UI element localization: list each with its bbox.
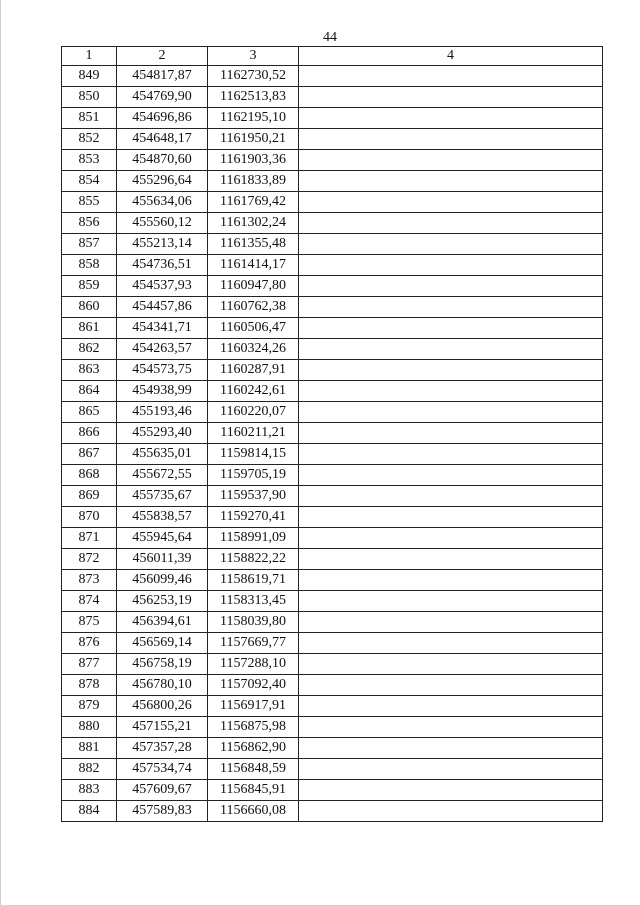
y-coordinate-cell: 1159270,41 xyxy=(208,507,299,528)
y-coordinate-cell: 1160947,80 xyxy=(208,276,299,297)
note-cell xyxy=(299,612,603,633)
table-row xyxy=(62,675,603,696)
x-coordinate-cell: 456099,46 xyxy=(117,570,208,591)
point-number-cell: 861 xyxy=(62,318,117,339)
x-coordinate-cell: 455296,64 xyxy=(117,171,208,192)
note-cell xyxy=(299,465,603,486)
x-coordinate-cell: 457609,67 xyxy=(117,780,208,801)
note-cell xyxy=(299,444,603,465)
y-coordinate-cell: 1156917,91 xyxy=(208,696,299,717)
point-number-cell: 850 xyxy=(62,87,117,108)
point-number-cell: 870 xyxy=(62,507,117,528)
note-cell xyxy=(299,486,603,507)
point-number-cell: 883 xyxy=(62,780,117,801)
table-row xyxy=(62,570,603,591)
y-coordinate-cell: 1160762,38 xyxy=(208,297,299,318)
table-row xyxy=(62,255,603,276)
point-number-cell: 871 xyxy=(62,528,117,549)
y-coordinate-cell: 1157288,10 xyxy=(208,654,299,675)
y-coordinate-cell: 1156848,59 xyxy=(208,759,299,780)
point-number-cell: 882 xyxy=(62,759,117,780)
x-coordinate-cell: 455735,67 xyxy=(117,486,208,507)
x-coordinate-cell: 455213,14 xyxy=(117,234,208,255)
note-cell xyxy=(299,108,603,129)
y-coordinate-cell: 1160324,26 xyxy=(208,339,299,360)
note-cell xyxy=(299,549,603,570)
y-coordinate-cell: 1161950,21 xyxy=(208,129,299,150)
note-cell xyxy=(299,66,603,87)
x-coordinate-cell: 454870,60 xyxy=(117,150,208,171)
y-coordinate-cell: 1160506,47 xyxy=(208,318,299,339)
x-coordinate-cell: 457589,83 xyxy=(117,801,208,822)
point-number-cell: 874 xyxy=(62,591,117,612)
x-coordinate-cell: 457357,28 xyxy=(117,738,208,759)
point-number-cell: 866 xyxy=(62,423,117,444)
x-coordinate-cell: 454696,86 xyxy=(117,108,208,129)
note-cell xyxy=(299,339,603,360)
point-number-cell: 869 xyxy=(62,486,117,507)
note-cell xyxy=(299,780,603,801)
y-coordinate-cell: 1161903,36 xyxy=(208,150,299,171)
x-coordinate-cell: 454457,86 xyxy=(117,297,208,318)
table-body xyxy=(62,66,603,822)
x-coordinate-cell: 456569,14 xyxy=(117,633,208,654)
y-coordinate-cell: 1159814,15 xyxy=(208,444,299,465)
point-number-cell: 873 xyxy=(62,570,117,591)
note-cell xyxy=(299,528,603,549)
table-row xyxy=(62,150,603,171)
table-row xyxy=(62,444,603,465)
x-coordinate-cell: 456011,39 xyxy=(117,549,208,570)
y-coordinate-cell: 1158313,45 xyxy=(208,591,299,612)
point-number-cell: 872 xyxy=(62,549,117,570)
x-coordinate-cell: 455838,57 xyxy=(117,507,208,528)
table-row xyxy=(62,801,603,822)
note-cell xyxy=(299,696,603,717)
table-row xyxy=(62,633,603,654)
table-row xyxy=(62,780,603,801)
table-row xyxy=(62,213,603,234)
y-coordinate-cell: 1157092,40 xyxy=(208,675,299,696)
note-cell xyxy=(299,381,603,402)
note-cell xyxy=(299,738,603,759)
note-cell xyxy=(299,150,603,171)
y-coordinate-cell: 1162730,52 xyxy=(208,66,299,87)
table-row xyxy=(62,171,603,192)
y-coordinate-cell: 1161302,24 xyxy=(208,213,299,234)
point-number-cell: 858 xyxy=(62,255,117,276)
x-coordinate-cell: 454573,75 xyxy=(117,360,208,381)
y-coordinate-cell: 1159537,90 xyxy=(208,486,299,507)
point-number-cell: 859 xyxy=(62,276,117,297)
note-cell xyxy=(299,234,603,255)
x-coordinate-cell: 455193,46 xyxy=(117,402,208,423)
table-row xyxy=(62,276,603,297)
note-cell xyxy=(299,570,603,591)
note-cell xyxy=(299,318,603,339)
point-number-cell: 864 xyxy=(62,381,117,402)
column-header-1: 1 xyxy=(62,47,117,66)
point-number-cell: 857 xyxy=(62,234,117,255)
x-coordinate-cell: 454263,57 xyxy=(117,339,208,360)
table-row xyxy=(62,612,603,633)
y-coordinate-cell: 1161833,89 xyxy=(208,171,299,192)
y-coordinate-cell: 1156862,90 xyxy=(208,738,299,759)
table-row xyxy=(62,297,603,318)
y-coordinate-cell: 1158991,09 xyxy=(208,528,299,549)
point-number-cell: 863 xyxy=(62,360,117,381)
note-cell xyxy=(299,717,603,738)
point-number-cell: 879 xyxy=(62,696,117,717)
table-row xyxy=(62,507,603,528)
y-coordinate-cell: 1156875,98 xyxy=(208,717,299,738)
point-number-cell: 860 xyxy=(62,297,117,318)
table-row xyxy=(62,591,603,612)
x-coordinate-cell: 455945,64 xyxy=(117,528,208,549)
note-cell xyxy=(299,171,603,192)
x-coordinate-cell: 454648,17 xyxy=(117,129,208,150)
x-coordinate-cell: 456253,19 xyxy=(117,591,208,612)
note-cell xyxy=(299,633,603,654)
note-cell xyxy=(299,213,603,234)
coordinates-table xyxy=(61,46,603,822)
y-coordinate-cell: 1158619,71 xyxy=(208,570,299,591)
point-number-cell: 880 xyxy=(62,717,117,738)
note-cell xyxy=(299,360,603,381)
note-cell xyxy=(299,192,603,213)
table-row xyxy=(62,696,603,717)
table-row xyxy=(62,549,603,570)
point-number-cell: 849 xyxy=(62,66,117,87)
x-coordinate-cell: 456394,61 xyxy=(117,612,208,633)
x-coordinate-cell: 456800,26 xyxy=(117,696,208,717)
x-coordinate-cell: 454537,93 xyxy=(117,276,208,297)
y-coordinate-cell: 1161414,17 xyxy=(208,255,299,276)
table-row xyxy=(62,381,603,402)
y-coordinate-cell: 1161769,42 xyxy=(208,192,299,213)
note-cell xyxy=(299,255,603,276)
table-row xyxy=(62,528,603,549)
x-coordinate-cell: 454341,71 xyxy=(117,318,208,339)
y-coordinate-cell: 1162513,83 xyxy=(208,87,299,108)
table-row xyxy=(62,66,603,87)
table-row xyxy=(62,192,603,213)
y-coordinate-cell: 1158822,22 xyxy=(208,549,299,570)
x-coordinate-cell: 454769,90 xyxy=(117,87,208,108)
x-coordinate-cell: 455293,40 xyxy=(117,423,208,444)
x-coordinate-cell: 457534,74 xyxy=(117,759,208,780)
note-cell xyxy=(299,297,603,318)
x-coordinate-cell: 456758,19 xyxy=(117,654,208,675)
point-number-cell: 856 xyxy=(62,213,117,234)
x-coordinate-cell: 455672,55 xyxy=(117,465,208,486)
note-cell xyxy=(299,276,603,297)
point-number-cell: 881 xyxy=(62,738,117,759)
note-cell xyxy=(299,759,603,780)
point-number-cell: 876 xyxy=(62,633,117,654)
table-row xyxy=(62,318,603,339)
y-coordinate-cell: 1160242,61 xyxy=(208,381,299,402)
table-row xyxy=(62,654,603,675)
note-cell xyxy=(299,423,603,444)
y-coordinate-cell: 1160211,21 xyxy=(208,423,299,444)
table-row xyxy=(62,108,603,129)
y-coordinate-cell: 1158039,80 xyxy=(208,612,299,633)
table-row xyxy=(62,486,603,507)
point-number-cell: 852 xyxy=(62,129,117,150)
x-coordinate-cell: 456780,10 xyxy=(117,675,208,696)
note-cell xyxy=(299,675,603,696)
point-number-cell: 853 xyxy=(62,150,117,171)
point-number-cell: 867 xyxy=(62,444,117,465)
y-coordinate-cell: 1162195,10 xyxy=(208,108,299,129)
column-header-4: 4 xyxy=(299,47,603,66)
column-header-2: 2 xyxy=(117,47,208,66)
scan-edge xyxy=(0,0,1,905)
table-row xyxy=(62,87,603,108)
y-coordinate-cell: 1161355,48 xyxy=(208,234,299,255)
page-number: 44 xyxy=(323,30,337,45)
point-number-cell: 884 xyxy=(62,801,117,822)
note-cell xyxy=(299,129,603,150)
y-coordinate-cell: 1159705,19 xyxy=(208,465,299,486)
point-number-cell: 862 xyxy=(62,339,117,360)
point-number-cell: 868 xyxy=(62,465,117,486)
note-cell xyxy=(299,507,603,528)
table-row xyxy=(62,717,603,738)
y-coordinate-cell: 1160287,91 xyxy=(208,360,299,381)
y-coordinate-cell: 1160220,07 xyxy=(208,402,299,423)
table-row xyxy=(62,402,603,423)
table-header-row xyxy=(62,47,603,66)
table-row xyxy=(62,759,603,780)
point-number-cell: 851 xyxy=(62,108,117,129)
x-coordinate-cell: 455560,12 xyxy=(117,213,208,234)
note-cell xyxy=(299,402,603,423)
table-row xyxy=(62,465,603,486)
table-row xyxy=(62,360,603,381)
y-coordinate-cell: 1156660,08 xyxy=(208,801,299,822)
y-coordinate-cell: 1157669,77 xyxy=(208,633,299,654)
table-row xyxy=(62,738,603,759)
note-cell xyxy=(299,591,603,612)
x-coordinate-cell: 455634,06 xyxy=(117,192,208,213)
column-header-3: 3 xyxy=(208,47,299,66)
point-number-cell: 865 xyxy=(62,402,117,423)
point-number-cell: 877 xyxy=(62,654,117,675)
note-cell xyxy=(299,87,603,108)
table-row xyxy=(62,129,603,150)
point-number-cell: 855 xyxy=(62,192,117,213)
point-number-cell: 854 xyxy=(62,171,117,192)
table-row xyxy=(62,234,603,255)
point-number-cell: 875 xyxy=(62,612,117,633)
note-cell xyxy=(299,801,603,822)
table-row xyxy=(62,339,603,360)
y-coordinate-cell: 1156845,91 xyxy=(208,780,299,801)
x-coordinate-cell: 454736,51 xyxy=(117,255,208,276)
x-coordinate-cell: 454938,99 xyxy=(117,381,208,402)
table-row xyxy=(62,423,603,444)
x-coordinate-cell: 454817,87 xyxy=(117,66,208,87)
point-number-cell: 878 xyxy=(62,675,117,696)
x-coordinate-cell: 455635,01 xyxy=(117,444,208,465)
x-coordinate-cell: 457155,21 xyxy=(117,717,208,738)
note-cell xyxy=(299,654,603,675)
